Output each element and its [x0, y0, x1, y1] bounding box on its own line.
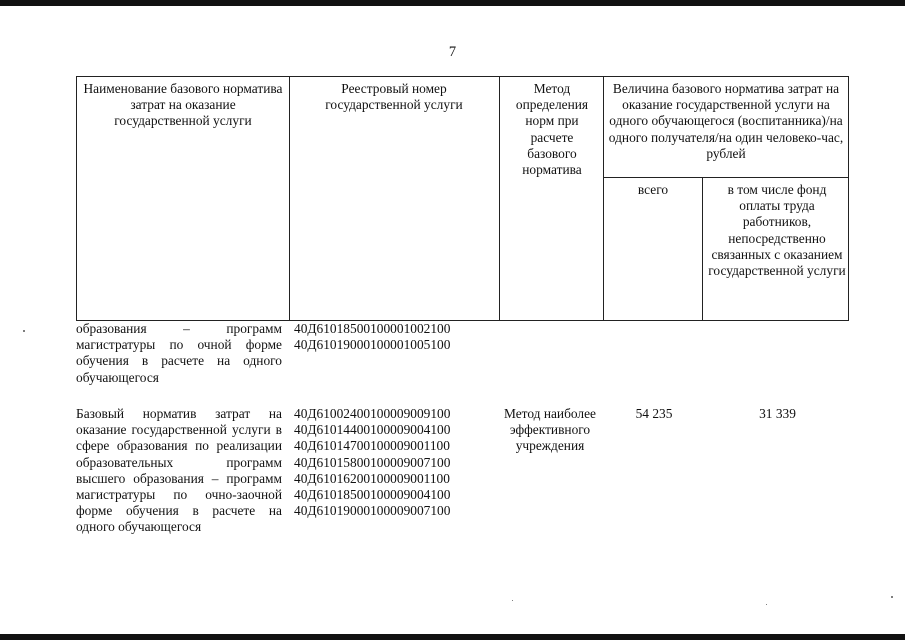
row-total: 54 235 [635, 406, 673, 421]
table-header [76, 76, 849, 321]
page-number: 7 [448, 44, 457, 60]
scan-speck [23, 330, 25, 332]
header-left-rule [76, 76, 77, 321]
header-col-value: Величина базового норматива затрат на оказание государственной услуги на одного обучающегося (воспитанника)/на одного получателя/на один человеко-час, рублей [608, 81, 844, 161]
row-name: образования – программ магистратуры по очной форме обучения в расчете на одного обучающегося [76, 321, 282, 385]
scan-speck [891, 596, 893, 598]
scan-speck [766, 604, 767, 605]
header-col-registry: Реестровый номер государственной услуги [325, 81, 463, 113]
header-right-rule [848, 76, 849, 321]
header-divider-1 [289, 76, 290, 321]
scan-edge-top [0, 0, 905, 6]
scan-speck [512, 600, 513, 601]
header-top-rule [76, 76, 849, 77]
header-col-total: всего [637, 182, 669, 197]
scan-edge-bottom [0, 634, 905, 640]
header-col-method: Метод определения норм при расчете базового норматива [515, 81, 589, 178]
row-wage: 31 339 [759, 406, 796, 421]
header-divider-2 [499, 76, 500, 321]
header-subcolumn-rule [603, 177, 849, 178]
row-registry-numbers: 40Д61018500100001002100 40Д61019000100001005100 [294, 321, 451, 353]
row-registry-numbers: 40Д61002400100009009100 40Д61014400100009004100 40Д61014700100009001100 40Д61015800100009007100 40Д61016200100009001100 40Д61018500100009004100 40Д61019000100009007100 [294, 406, 451, 519]
header-divider-3 [603, 76, 604, 321]
row-method: Метод наиболее эффективного учреждения [504, 406, 596, 454]
header-divider-4 [702, 177, 703, 321]
header-col-wage: в том числе фонд оплаты труда работников, непосредственно связанных с оказанием государственной услуги [708, 182, 846, 279]
row-name: Базовый норматив затрат на оказание государственной услуги в сфере образования по реализации образовательных программ высшего образования – программ магистратуры по очно-заочной форме обучения в расчете на одного обучающегося [76, 406, 282, 535]
header-col-name: Наименование базового норматива затрат на оказание государственной услуги [83, 81, 283, 129]
